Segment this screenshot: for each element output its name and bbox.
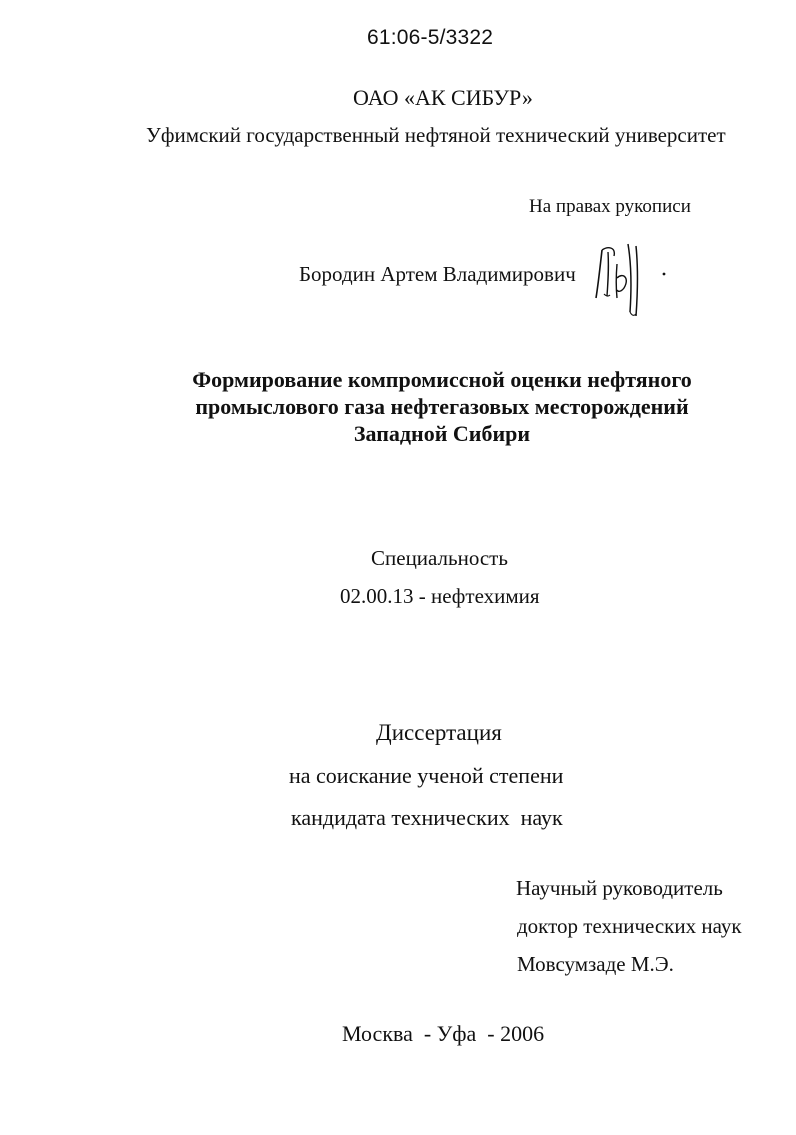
organization-name: ОАО «АК СИБУР» — [353, 85, 533, 110]
author-signature — [590, 238, 670, 320]
university-name: Уфимский государственный нефтяной технический университет — [146, 123, 726, 147]
title-line-3: Западной Сибири — [353, 421, 531, 446]
advisor-name: Мовсумзаде М.Э. — [517, 952, 674, 976]
catalog-number: 61:06-5/3322 — [367, 26, 494, 49]
dissertation-title — [0, 366, 796, 447]
advisor-role: Научный руководитель — [516, 876, 723, 900]
degree-line-2: кандидата технических наук — [291, 805, 563, 830]
author-name: Бородин Артем Владимирович — [299, 262, 576, 286]
document-type: Диссертация — [376, 720, 502, 745]
title-line-1: Формирование компромиссной оценки нефтяного — [192, 367, 692, 392]
degree-line-1: на соискание ученой степени — [289, 763, 564, 788]
specialty-label: Специальность — [371, 546, 508, 570]
title-line-2: промыслового газа нефтегазовых месторождений — [195, 394, 689, 419]
place-and-year: Москва - Уфа - 2006 — [342, 1021, 545, 1046]
specialty-code: 02.00.13 - нефтехимия — [340, 584, 540, 608]
manuscript-rights-note: На правах рукописи — [529, 196, 691, 217]
advisor-degree: доктор технических наук — [517, 914, 742, 938]
